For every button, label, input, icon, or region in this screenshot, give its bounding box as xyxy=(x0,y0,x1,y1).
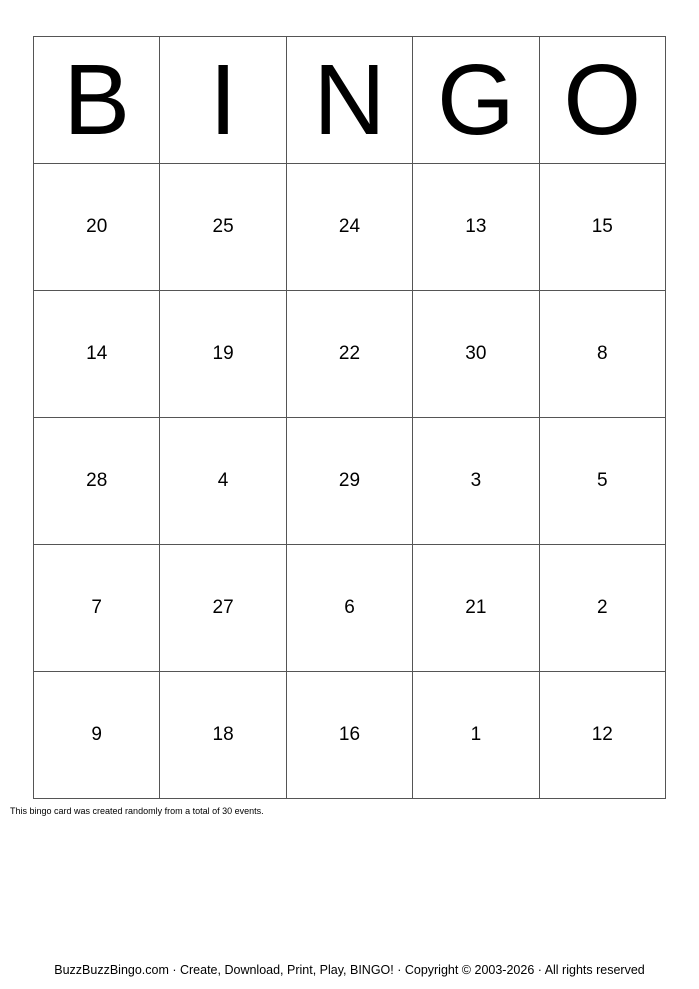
bingo-row-2 xyxy=(34,291,666,418)
bingo-header-row xyxy=(34,37,666,164)
bingo-cell: 4 xyxy=(160,418,286,545)
header-letter-g: G xyxy=(413,37,539,164)
bingo-cell: 3 xyxy=(413,418,539,545)
bingo-cell: 5 xyxy=(539,418,665,545)
bingo-cell: 1 xyxy=(413,672,539,799)
bingo-row-5 xyxy=(34,672,666,799)
bingo-cell: 21 xyxy=(413,545,539,672)
bingo-cell: 28 xyxy=(34,418,160,545)
bingo-cell: 19 xyxy=(160,291,286,418)
bingo-cell: 29 xyxy=(286,418,412,545)
bingo-cell: 7 xyxy=(34,545,160,672)
bingo-row-1 xyxy=(34,164,666,291)
bingo-cell: 14 xyxy=(34,291,160,418)
header-letter-b: B xyxy=(34,37,160,164)
bingo-cell: 9 xyxy=(34,672,160,799)
header-letter-i: I xyxy=(160,37,286,164)
page-footer: BuzzBuzzBingo.com · Create, Download, Print, Play, BINGO! · Copyright © 2003-2026 · All rights reserved xyxy=(54,963,645,977)
bingo-cell: 2 xyxy=(539,545,665,672)
bingo-cell: 24 xyxy=(286,164,412,291)
bingo-cell: 18 xyxy=(160,672,286,799)
bingo-cell: 30 xyxy=(413,291,539,418)
bingo-cell: 27 xyxy=(160,545,286,672)
bingo-cell: 12 xyxy=(539,672,665,799)
bingo-card xyxy=(33,36,666,799)
bingo-cell: 20 xyxy=(34,164,160,291)
bingo-cell: 16 xyxy=(286,672,412,799)
card-note: This bingo card was created randomly from a total of 30 events. xyxy=(10,806,264,816)
header-letter-n: N xyxy=(286,37,412,164)
bingo-cell: 22 xyxy=(286,291,412,418)
bingo-cell: 8 xyxy=(539,291,665,418)
bingo-row-3 xyxy=(34,418,666,545)
bingo-cell: 15 xyxy=(539,164,665,291)
header-letter-o: O xyxy=(539,37,665,164)
bingo-cell: 13 xyxy=(413,164,539,291)
bingo-row-4 xyxy=(34,545,666,672)
bingo-cell: 6 xyxy=(286,545,412,672)
bingo-cell: 25 xyxy=(160,164,286,291)
